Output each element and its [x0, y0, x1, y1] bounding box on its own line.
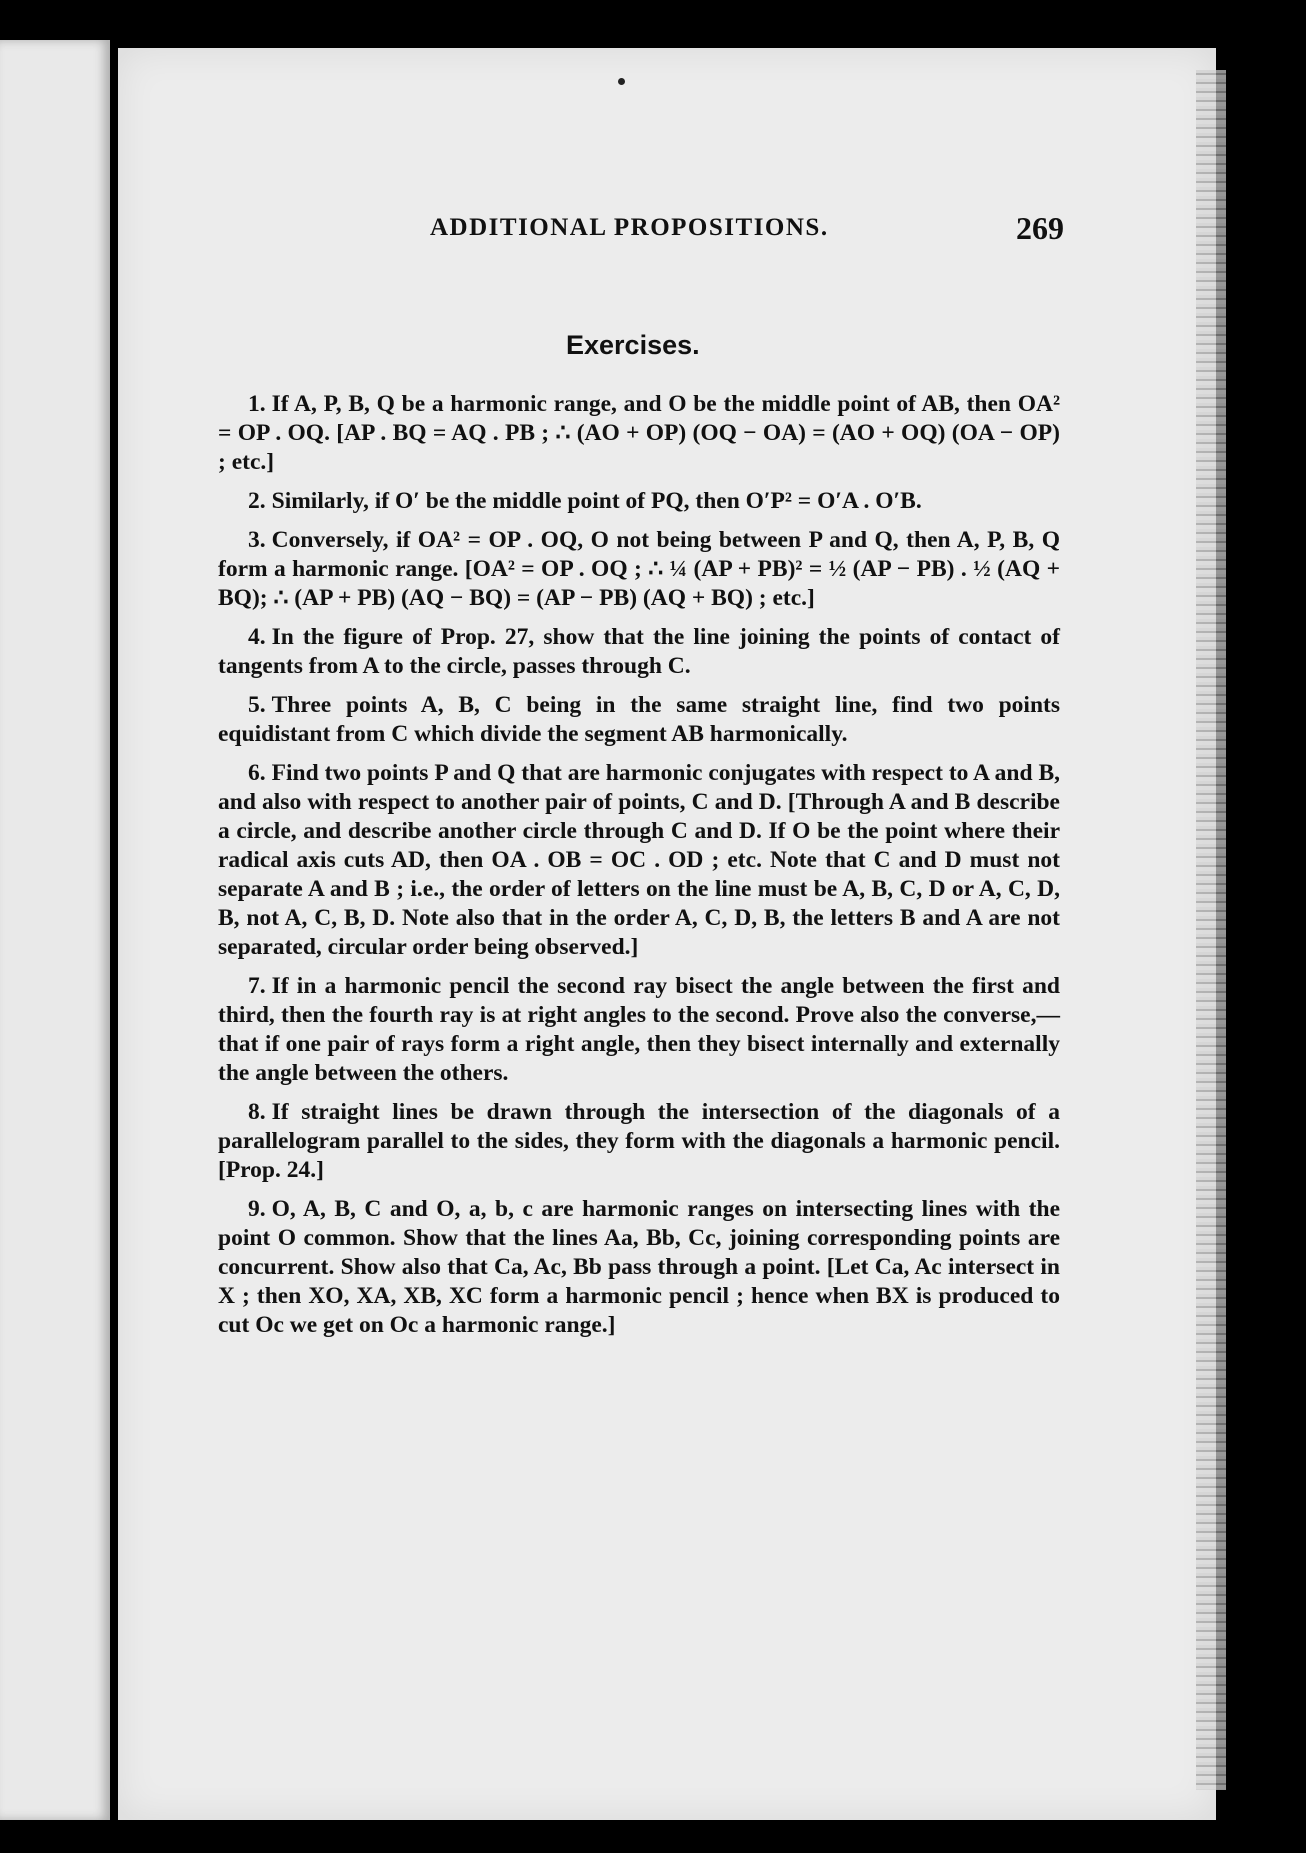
exercise-item: [218, 526, 1060, 613]
exercise-item: [218, 623, 1060, 681]
ink-speck: [618, 78, 625, 85]
exercise-text: O, A, B, C and O, a, b, c are harmonic ranges on intersecting lines with the point O common. Show that the lines Aa, Bb, Cc, joining corresponding points are concurrent. Show also that Ca, Ac, Bb pass through a point. [Let Ca, Ac intersect in X ; then XO, XA, XB, XC form a harmonic pencil ; hence when BX is produced to cut Oc we get on Oc a harmonic range.]: [218, 1196, 1060, 1338]
exercise-number: 8.: [248, 1099, 266, 1125]
exercise-item: [218, 972, 1060, 1088]
exercise-item: [218, 390, 1060, 477]
exercise-number: 7.: [248, 973, 266, 999]
exercise-item: [218, 1098, 1060, 1185]
page-header: [220, 212, 1080, 262]
exercise-item: [218, 691, 1060, 749]
exercise-item: [218, 1195, 1060, 1340]
exercise-number: 1.: [248, 391, 266, 417]
exercise-number: 9.: [248, 1196, 266, 1222]
page-gutter: [1196, 70, 1226, 1790]
exercise-number: 4.: [248, 624, 266, 650]
exercise-list: [218, 390, 1060, 1350]
exercise-number: 2.: [248, 488, 266, 514]
exercise-number: 5.: [248, 692, 266, 718]
section-heading: Exercises.: [566, 330, 700, 360]
exercise-text: If in a harmonic pencil the second ray bisect the angle between the first and third, then the fourth ray is at right angles to the second. Prove also the converse,—that if one pair of rays form a right angle, then they bisect internally and externally the angle between the others.: [218, 973, 1060, 1086]
page-number: 269: [1016, 210, 1064, 246]
exercise-text: Similarly, if O′ be the middle point of PQ, then O′P² = O′A . O′B.: [271, 488, 922, 514]
running-head: ADDITIONAL PROPOSITIONS.: [430, 214, 829, 241]
exercise-number: 3.: [248, 527, 266, 553]
exercise-text: Conversely, if OA² = OP . OQ, O not being between P and Q, then A, P, B, Q form a harmonic range. [OA² = OP . OQ ; ∴ ¼ (AP + PB)² = ½ (AP − PB) . ½ (AQ + BQ); ∴ (AP + PB) (AQ − BQ) = (AP − PB) (AQ + BQ) ; etc.]: [218, 527, 1060, 611]
exercise-text: If straight lines be drawn through the intersection of the diagonals of a parallelogram parallel to the sides, they form with the diagonals a harmonic pencil. [Prop. 24.]: [218, 1099, 1060, 1183]
exercise-text: Find two points P and Q that are harmonic conjugates with respect to A and B, and also with respect to another pair of points, C and D. [Through A and B describe a circle, and describe another circle through C and D. If O be the point where their radical axis cuts AD, then OA . OB = OC . OD ; etc. Note that C and D must not separate A and B ; i.e., the order of letters on the line must be A, B, C, D or A, C, D, B, not A, C, B, D. Note also that in the order A, C, D, B, the letters B and A are not separated, circular order being observed.]: [218, 760, 1060, 960]
exercise-text: If A, P, B, Q be a harmonic range, and O be the middle point of AB, then OA² = OP . OQ. [AP . BQ = AQ . PB ; ∴ (AO + OP) (OQ − OA) = (AO + OQ) (OA − OP) ; etc.]: [218, 391, 1060, 475]
exercise-item: [218, 759, 1060, 962]
exercise-item: [218, 487, 1060, 516]
exercise-text: In the figure of Prop. 27, show that the line joining the points of contact of tangents from A to the circle, passes through C.: [218, 624, 1060, 679]
facing-page-edge: [0, 40, 110, 1820]
exercise-number: 6.: [248, 760, 266, 786]
exercise-text: Three points A, B, C being in the same straight line, find two points equidistant from C which divide the segment AB harmonically.: [218, 692, 1060, 747]
